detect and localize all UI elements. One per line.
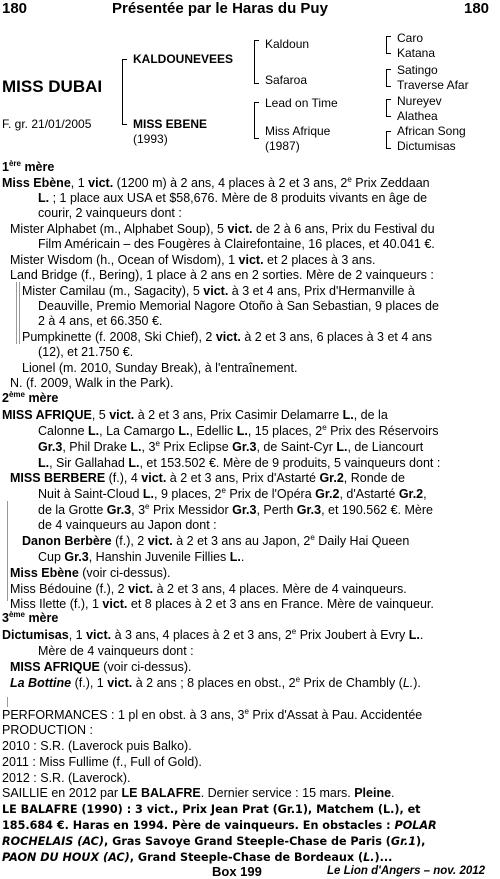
pedigree-bracket-dam bbox=[254, 102, 259, 139]
pedigree-sire: KALDOUNEVEES bbox=[133, 52, 234, 66]
second-dam-entry: MISS AFRIQUE, 5 vict. à 2 et 3 ans, Prix Casimir Delamarre L., de la bbox=[2, 408, 388, 422]
production-heading: PRODUCTION : bbox=[2, 723, 93, 737]
stallion-info-line: PAON DU HOUX (AC), Grand Steeple-Chase de Bordeaux (L.)... bbox=[2, 851, 393, 864]
third-dam-entry: Dictumisas, 1 vict. à 3 ans, 4 places à 2 et 3 ans, 2e Prix Joubert à Evry L.. bbox=[2, 626, 424, 642]
text-line: Lionel (m. 2010, Sunday Break), à l'entraînement. bbox=[22, 361, 298, 375]
text-line: de 4 vainqueurs au Japon dont : bbox=[38, 518, 217, 532]
indent-bar bbox=[19, 282, 20, 344]
pedigree-ggs1a: Caro bbox=[397, 31, 424, 45]
pedigree-ggd2b: Dictumisas bbox=[397, 139, 456, 153]
pedigree-bracket-ggs1 bbox=[386, 36, 391, 54]
text-line: Cup Gr.3, Hanshin Juvenile Fillies L.. bbox=[38, 550, 245, 564]
text-line: Miss Ilette (f.), 1 vict. et 8 places à 2 et 3 ans en France. Mère de vainqueur. bbox=[10, 597, 434, 611]
pedigree-dam-year: (1993) bbox=[133, 132, 168, 146]
text-line: Pumpkinette (f. 2008, Ski Chief), 2 vict. à 2 et 3 ans, 6 places à 3 et 4 ans bbox=[22, 330, 432, 344]
pedigree-ggd2a: African Song bbox=[397, 124, 466, 138]
pedigree-granddam-1: Lead on Time bbox=[265, 96, 338, 110]
text-line: Miss Ebène (voir ci-dessus). bbox=[10, 566, 171, 580]
pedigree-bracket-ggs2 bbox=[386, 69, 391, 87]
consignor-title: Présentée par le Haras du Puy bbox=[112, 0, 328, 17]
third-dam-heading: 3ème mère bbox=[2, 609, 59, 625]
pedigree-bracket-ggd1 bbox=[386, 99, 391, 117]
pedigree-bracket-main bbox=[122, 59, 127, 125]
box-number: Box 199 bbox=[212, 864, 262, 879]
production-2011: 2011 : Miss Fullime (f., Full of Gold). bbox=[2, 755, 202, 769]
production-2012: 2012 : S.R. (Laverock). bbox=[2, 771, 131, 785]
pedigree-bracket-sire bbox=[254, 40, 259, 84]
pedigree-granddam-2-year: (1987) bbox=[265, 139, 300, 153]
text-line: N. (f. 2009, Walk in the Park). bbox=[10, 376, 174, 390]
pedigree-bracket-ggd2 bbox=[386, 131, 391, 149]
pedigree-ggs2a: Satingo bbox=[397, 63, 438, 77]
first-dam-heading: 1ère mère bbox=[2, 158, 55, 174]
lot-number-right: 180 bbox=[464, 0, 490, 17]
text-line: Calonne L., La Camargo L., Edellic L., 15 places, 2e Prix des Réservoirs bbox=[38, 422, 439, 438]
pedigree-ggs2b: Traverse Afar bbox=[397, 78, 469, 92]
pedigree-dam: MISS EBENE bbox=[133, 117, 208, 131]
text-line: Mister Alphabet (m., Alphabet Soup), 5 vict. de 2 à 6 ans, Prix du Festival du bbox=[10, 222, 435, 236]
text-line: Miss Bédouine (f.), 2 vict. à 2 et 3 ans, 4 places. Mère de 4 vainqueurs. bbox=[10, 582, 407, 596]
text-line: Deauville, Premio Memorial Nagore Otoño à San Sebastian, 9 places de bbox=[38, 299, 439, 313]
pedigree-grandsire-1: Kaldoun bbox=[265, 37, 310, 51]
first-dam-name: Miss Ebène bbox=[2, 176, 71, 190]
text-line: Film Américain – des Fougères à Clairefontaine, 16 places, et 40.041 €. bbox=[38, 237, 435, 251]
text-line: Mister Camilau (m., Sagacity), 5 vict. à 3 et 4 ans, Prix d'Hermanville à bbox=[22, 284, 415, 298]
pedigree-ggd1a: Nureyev bbox=[397, 94, 442, 108]
text-line: Gr.3, Phil Drake L., 3e Prix Eclipse Gr.3, de Saint-Cyr L., de Liancourt bbox=[38, 438, 424, 454]
horse-details: F. gr. 21/01/2005 bbox=[2, 117, 92, 131]
horse-name: MISS DUBAI bbox=[2, 77, 103, 96]
text-line: 2 à 4 ans, et 66.350 €. bbox=[38, 314, 163, 328]
text-line: Danon Berbère (f.), 2 vict. à 2 et 3 ans au Japon, 2e Daily Hai Queen bbox=[22, 532, 410, 548]
production-2010: 2010 : S.R. (Laverock puis Balko). bbox=[2, 739, 192, 753]
indent-bar bbox=[16, 282, 17, 344]
text-line: Nuit à Saint-Cloud L., 9 places, 2e Prix de l'Opéra Gr.2, d'Astarté Gr.2, bbox=[38, 485, 427, 501]
text-line: Mister Wisdom (h., Ocean of Wisdom), 1 vict. et 2 places à 3 ans. bbox=[10, 253, 376, 267]
text-line: L. ; 1 place aux USA et $58,676. Mère de 8 produits vivants en âge de bbox=[38, 191, 428, 205]
stallion-info-line: LE BALAFRE (1990) : 3 vict., Prix Jean Prat (Gr.1), Matchem (L.), et bbox=[2, 803, 421, 816]
covering-line: SAILLIE en 2012 par LE BALAFRE. Dernier service : 15 mars. Pleine. bbox=[2, 786, 395, 800]
text-line: L., Sir Gallahad L., et 153.502 €. Mère de 9 produits, 5 vainqueurs dont : bbox=[38, 456, 441, 470]
text-line: MISS AFRIQUE (voir ci-dessus). bbox=[10, 660, 192, 674]
indent-bar bbox=[7, 697, 8, 707]
indent-bar bbox=[7, 501, 8, 601]
text-line: courir, 2 vainqueurs dont : bbox=[38, 206, 182, 220]
text-line: de la Grotte Gr.3, 3e Prix Messidor Gr.3, Perth Gr.3, et 190.562 €. Mère bbox=[38, 501, 433, 517]
text-line: MISS BERBERE (f.), 4 vict. à 2 et 3 ans, Prix d'Astarté Gr.2, Ronde de bbox=[10, 471, 405, 485]
second-dam-heading: 2ème mère bbox=[2, 389, 59, 405]
pedigree-ggd1b: Alathea bbox=[397, 109, 438, 123]
stallion-info-line: 185.684 €. Haras en 1994. Père de vainqueurs. En obstacles : POLAR bbox=[2, 819, 437, 832]
first-dam-entry: Miss Ebène, 1 vict. (1200 m) à 2 ans, 4 places à 2 et 3 ans, 2e Prix Zeddaan bbox=[2, 174, 430, 190]
pedigree-granddam-2: Miss Afrique bbox=[265, 124, 331, 138]
lot-number-left: 180 bbox=[2, 0, 28, 17]
text-line: La Bottine (f.), 1 vict. à 2 ans ; 8 places en obst., 2e Prix de Chambly (L.). bbox=[10, 674, 421, 690]
sale-name: Le Lion d'Angers – nov. 2012 bbox=[327, 865, 486, 877]
pedigree-ggs1b: Katana bbox=[397, 46, 436, 60]
stallion-info-line: ROCHELAIS (AC), Gras Savoye Grand Steeple-Chase de Paris (Gr.1), bbox=[2, 835, 426, 848]
text-line: Land Bridge (f., Bering), 1 place à 2 ans en 2 sorties. Mère de 2 vainqueurs : bbox=[10, 268, 434, 282]
text-line: (12), et 21.750 €. bbox=[38, 345, 134, 359]
text-line: Mère de 4 vainqueurs dont : bbox=[38, 644, 194, 658]
performances-line: PERFORMANCES : 1 pl en obst. à 3 ans, 3e Prix d'Assat à Pau. Accidentée bbox=[2, 706, 423, 722]
pedigree-grandsire-2: Safaroa bbox=[265, 73, 308, 87]
